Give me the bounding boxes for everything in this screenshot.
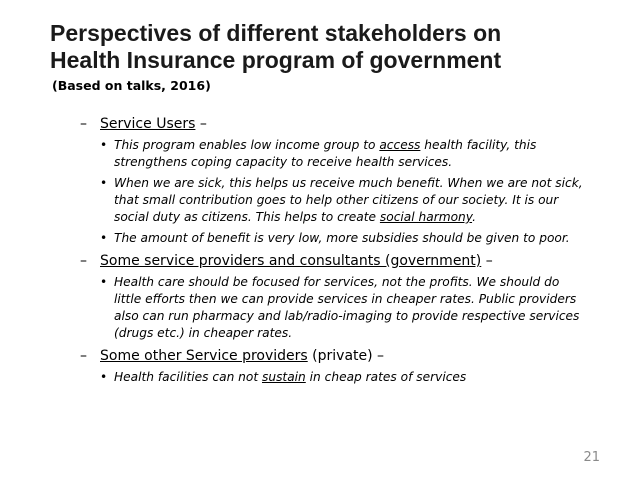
section-heading-suffix: –	[195, 116, 207, 132]
section-heading-government-providers	[80, 252, 600, 270]
bullet-underlined-text: sustain	[262, 370, 306, 384]
bullet-underlined-text: access	[379, 138, 421, 152]
section-heading-text: Service Users	[100, 116, 196, 132]
dash-marker: –	[80, 253, 87, 269]
bullet-marker: •	[100, 370, 108, 384]
dash-marker: –	[80, 116, 87, 132]
section-heading-suffix: –	[481, 253, 493, 269]
bullet-text: When we are sick, this helps us receive much benefit. When we are not sick, that small contribution goes to help other citizens of our society. It is our social duty as citizens. This helps to create	[114, 176, 583, 224]
bullet-text: Health care should be focused for services, not the profits. We should do little efforts then we can provide services in cheaper rates. Public providers also can run pharmacy and lab/radio-imaging to provide respective services (drugs etc.) in cheaper rates.	[114, 275, 580, 340]
bullet-text: health facility, this strengthens coping capacity to receive health services.	[114, 138, 537, 169]
title-line-1: Perspectives of different stakeholders on	[50, 20, 502, 46]
bullet-item	[80, 274, 584, 342]
bullet-item	[80, 230, 584, 247]
bullet-text: This program enables low income group to	[114, 138, 380, 152]
bullet-text: .	[472, 210, 476, 224]
bullet-text: The amount of benefit is very low, more subsidies should be given to poor.	[114, 231, 570, 245]
slide-content	[80, 110, 600, 390]
bullet-marker: •	[100, 275, 108, 289]
section-heading-text: Some other Service providers	[100, 348, 308, 364]
bullet-marker: •	[100, 138, 108, 152]
bullet-text: in cheap rates of services	[305, 370, 467, 384]
section-heading-private-providers	[80, 347, 600, 365]
dash-marker: –	[80, 348, 87, 364]
slide-title	[50, 20, 610, 74]
title-line-2: Health Insurance program of government	[50, 47, 502, 73]
bullet-item	[80, 137, 584, 171]
section-heading-suffix: (private) –	[307, 348, 385, 364]
bullet-item	[80, 369, 584, 386]
bullet-marker: •	[100, 231, 108, 245]
bullet-marker: •	[100, 176, 108, 190]
bullet-text: Health facilities can not	[114, 370, 262, 384]
bullet-underlined-text: social harmony	[379, 210, 473, 224]
page-number: 21	[583, 450, 600, 465]
section-heading-service-users	[80, 115, 600, 133]
section-heading-text: Some service providers and consultants (government)	[100, 253, 482, 269]
slide-subtitle: (Based on talks, 2016)	[52, 78, 211, 93]
bullet-item	[80, 175, 584, 226]
